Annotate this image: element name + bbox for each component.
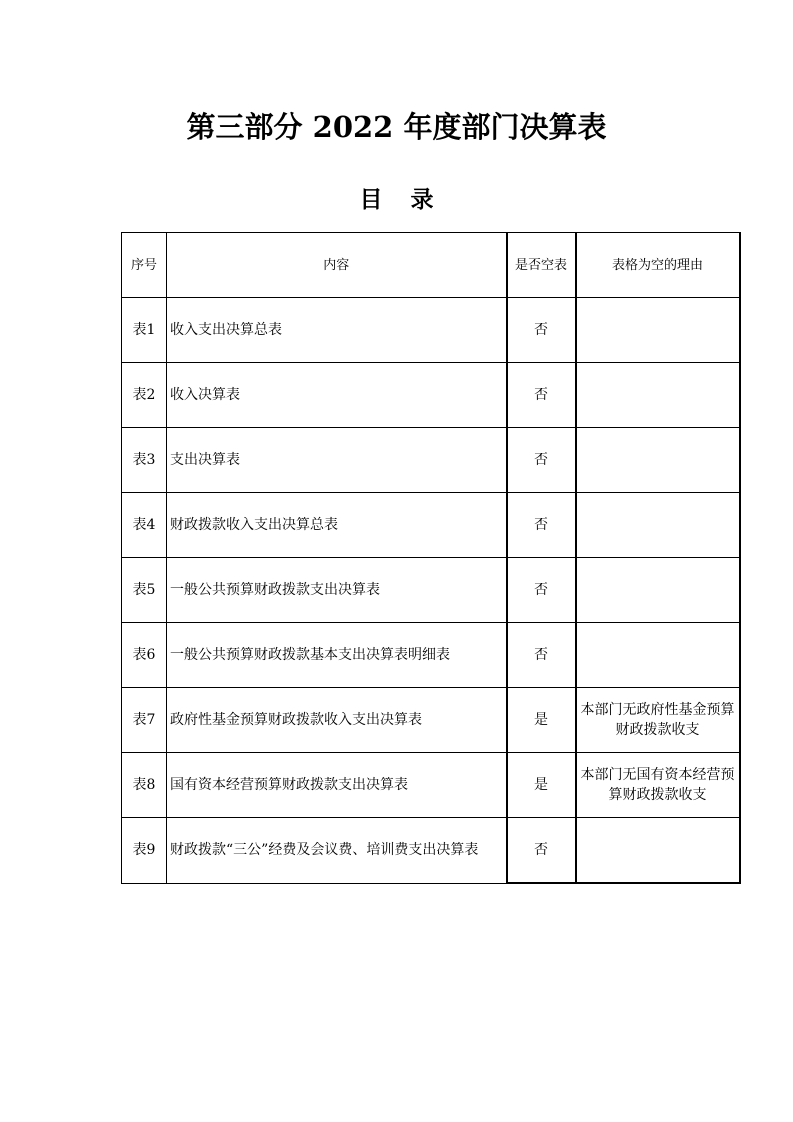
row-empty-reason: 本部门无政府性基金预算财政拨款收支 (576, 688, 740, 753)
row-empty-reason (576, 493, 740, 558)
row-empty-reason (576, 818, 740, 884)
row-content: 一般公共预算财政拨款基本支出决算表明细表 (167, 623, 507, 688)
table-row (122, 428, 740, 493)
row-seq: 表9 (122, 818, 167, 884)
row-content: 财政拨款“三公”经费及会议费、培训费支出决算表 (167, 818, 507, 884)
page-title: 第三部分 2022 年度部门决算表 (186, 110, 607, 144)
row-empty-flag: 否 (507, 818, 576, 884)
table-row (122, 363, 740, 428)
row-empty-flag: 否 (507, 623, 576, 688)
header-empty: 是否空表 (507, 233, 576, 298)
row-empty-reason (576, 558, 740, 623)
row-seq: 表8 (122, 753, 167, 818)
row-seq: 表3 (122, 428, 167, 493)
table-header-row (122, 233, 740, 298)
row-content: 支出决算表 (167, 428, 507, 493)
table-row (122, 818, 740, 884)
row-empty-flag: 否 (507, 558, 576, 623)
header-content: 内容 (167, 233, 507, 298)
row-content: 政府性基金预算财政拨款收入支出决算表 (167, 688, 507, 753)
header-seq: 序号 (122, 233, 167, 298)
row-empty-flag: 否 (507, 298, 576, 363)
table-row (122, 753, 740, 818)
row-content: 收入支出决算总表 (167, 298, 507, 363)
row-empty-reason (576, 623, 740, 688)
row-content: 财政拨款收入支出决算总表 (167, 493, 507, 558)
header-reason: 表格为空的理由 (576, 233, 740, 298)
row-empty-flag: 是 (507, 753, 576, 818)
table-row (122, 493, 740, 558)
table-row (122, 558, 740, 623)
row-seq: 表2 (122, 363, 167, 428)
row-empty-reason: 本部门无国有资本经营预算财政拨款收支 (576, 753, 740, 818)
table-row (122, 688, 740, 753)
row-seq: 表6 (122, 623, 167, 688)
row-empty-flag: 否 (507, 428, 576, 493)
row-content: 收入决算表 (167, 363, 507, 428)
table-row (122, 623, 740, 688)
table-row (122, 298, 740, 363)
row-empty-flag: 是 (507, 688, 576, 753)
row-seq: 表5 (122, 558, 167, 623)
row-seq: 表4 (122, 493, 167, 558)
row-seq: 表1 (122, 298, 167, 363)
row-empty-reason (576, 363, 740, 428)
toc-heading: 目录 (359, 187, 462, 213)
row-empty-reason (576, 298, 740, 363)
row-empty-reason (576, 428, 740, 493)
toc-table (121, 232, 741, 884)
row-content: 国有资本经营预算财政拨款支出决算表 (167, 753, 507, 818)
row-empty-flag: 否 (507, 493, 576, 558)
row-content: 一般公共预算财政拨款支出决算表 (167, 558, 507, 623)
row-seq: 表7 (122, 688, 167, 753)
row-empty-flag: 否 (507, 363, 576, 428)
